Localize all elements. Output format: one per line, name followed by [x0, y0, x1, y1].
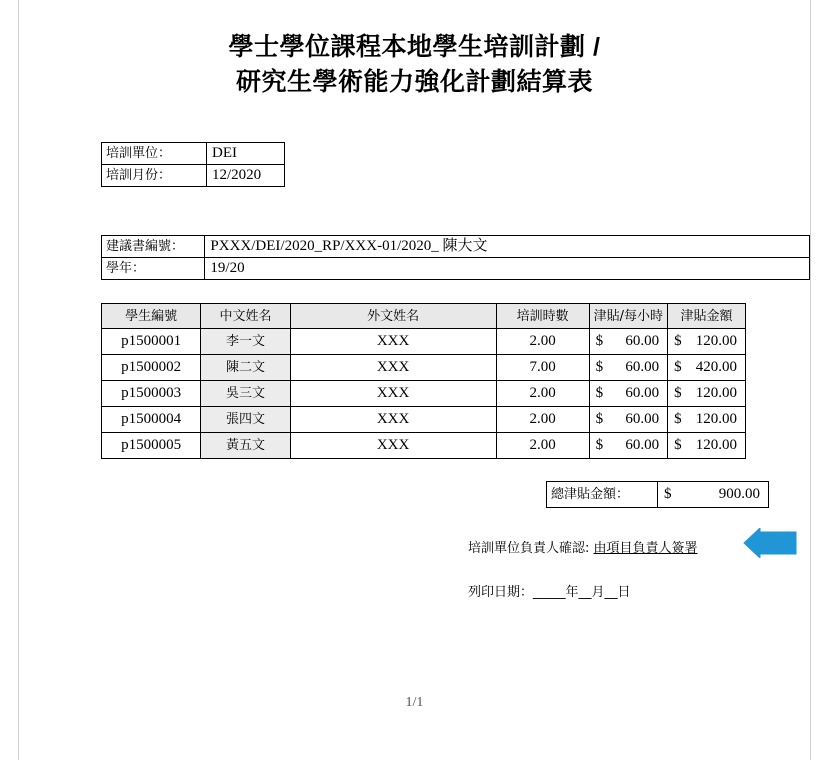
document-sheet: [18, 0, 811, 760]
total-allowance-table: [546, 481, 769, 508]
cell-hours: 2.00: [496, 381, 589, 407]
total-allowance-amount: 900.00: [682, 482, 769, 508]
cell-student-id: p1500003: [102, 381, 201, 407]
cell-hours: 2.00: [496, 329, 589, 355]
cell-amount-currency: $: [668, 329, 692, 355]
cell-rate-currency: $: [589, 433, 614, 459]
cell-amount: 120.00: [692, 433, 746, 459]
cell-hours: 2.00: [496, 407, 589, 433]
training-unit-label: 培訓單位：: [102, 143, 207, 165]
table-row: [102, 143, 285, 165]
cell-foreign-name: XXX: [290, 381, 496, 407]
column-header-amount: 津貼金額: [668, 304, 746, 329]
signature-line: [468, 537, 698, 556]
cell-chinese-name: 李一文: [201, 329, 290, 355]
cell-amount-currency: $: [668, 433, 692, 459]
cell-rate: 60.00: [614, 381, 668, 407]
proposal-info-table: [101, 235, 810, 280]
cell-student-id: p1500005: [102, 433, 201, 459]
cell-foreign-name: XXX: [290, 355, 496, 381]
cell-rate-currency: $: [589, 407, 614, 433]
cell-foreign-name: XXX: [290, 433, 496, 459]
cell-rate: 60.00: [614, 329, 668, 355]
cell-hours: 7.00: [496, 355, 589, 381]
cell-student-id: p1500002: [102, 355, 201, 381]
cell-rate: 60.00: [614, 355, 668, 381]
column-header-foreign-name: 外文姓名: [290, 304, 496, 329]
training-month-label: 培訓月份：: [102, 165, 207, 187]
cell-amount: 120.00: [692, 407, 746, 433]
cell-chinese-name: 陳二文: [201, 355, 290, 381]
training-unit-value: DEI: [207, 143, 285, 165]
table-row: [102, 433, 746, 459]
table-row: [102, 407, 746, 433]
cell-chinese-name: 張四文: [201, 407, 290, 433]
proposal-number-label: 建議書編號：: [102, 236, 205, 258]
page-title: [19, 30, 810, 100]
cell-foreign-name: XXX: [290, 329, 496, 355]
page-title-line-1: 學士學位課程本地學生培訓計劃 /: [228, 33, 601, 61]
cell-amount: 420.00: [692, 355, 746, 381]
column-header-student-id: 學生編號: [102, 304, 201, 329]
table-row: [102, 329, 746, 355]
cell-student-id: p1500001: [102, 329, 201, 355]
table-row: [547, 482, 769, 508]
signature-label: 培訓單位負責人確認:: [468, 541, 590, 556]
cell-student-id: p1500004: [102, 407, 201, 433]
cell-rate: 60.00: [614, 407, 668, 433]
total-allowance-label: 總津貼金額：: [547, 482, 658, 508]
table-row: [102, 355, 746, 381]
table-header-row: [102, 304, 746, 329]
page-title-line-2: 研究生學術能力強化計劃結算表: [235, 68, 593, 96]
cell-amount-currency: $: [668, 407, 692, 433]
cell-chinese-name: 黃五文: [201, 433, 290, 459]
cell-amount-currency: $: [668, 381, 692, 407]
column-header-rate: 津貼/每小時: [589, 304, 667, 329]
cell-chinese-name: 吳三文: [201, 381, 290, 407]
callout-arrow: [732, 528, 804, 558]
column-header-chinese-name: 中文姓名: [201, 304, 290, 329]
cell-rate-currency: $: [589, 329, 614, 355]
page-number: 1/1: [405, 695, 424, 710]
students-table: [101, 303, 746, 459]
cell-rate: 60.00: [614, 433, 668, 459]
academic-year-label: 學年：: [102, 258, 205, 280]
proposal-number-value: PXXX/DEI/2020_RP/XXX-01/2020_ 陳大文: [205, 236, 810, 258]
table-row: [102, 381, 746, 407]
cell-amount: 120.00: [692, 381, 746, 407]
cell-amount-currency: $: [668, 355, 692, 381]
table-row: [102, 258, 810, 280]
academic-year-value: 19/20: [205, 258, 810, 280]
cell-rate-currency: $: [589, 355, 614, 381]
cell-rate-currency: $: [589, 381, 614, 407]
signature-value: 由項目負責人簽署: [593, 541, 698, 556]
training-month-value: 12/2020: [207, 165, 285, 187]
column-header-hours: 培訓時數: [496, 304, 589, 329]
table-row: [102, 236, 810, 258]
cell-hours: 2.00: [496, 433, 589, 459]
cell-amount: 120.00: [692, 329, 746, 355]
table-row: [102, 165, 285, 187]
training-info-table: [101, 142, 285, 187]
total-allowance-currency: $: [658, 482, 683, 508]
print-date-line: 列印日期：_____年__月__日: [468, 585, 631, 600]
cell-foreign-name: XXX: [290, 407, 496, 433]
